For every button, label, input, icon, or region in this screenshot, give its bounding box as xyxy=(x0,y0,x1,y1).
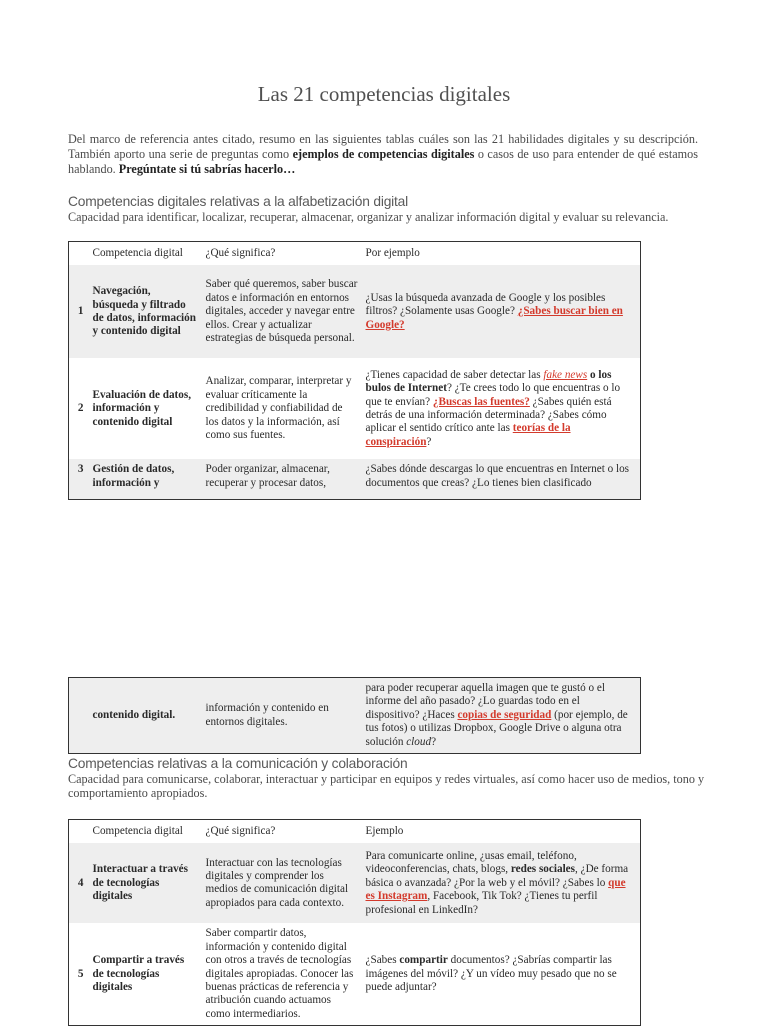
page-title: Las 21 competencias digitales xyxy=(257,82,511,106)
header-competencia: Competencia digital xyxy=(92,825,183,837)
header-ejemplo: Ejemplo xyxy=(365,825,404,837)
row-number: 1 xyxy=(77,305,84,318)
example-link[interactable]: teorías de la conspiración xyxy=(365,422,571,448)
section1-description: Capacidad para identificar, localizar, recuperar, almacenar, organizar y analizar información digital y evaluar su relevancia. xyxy=(68,210,669,224)
row-example xyxy=(362,265,641,358)
example-text: ¿Sabes quién está detrás de una información determinada? ¿Sabes cómo aplicar el sentido crítico ante las xyxy=(365,395,612,435)
row-competence: contenido digital. xyxy=(92,708,176,721)
intro-bold-2: Pregúntate si tú sabrías hacerlo… xyxy=(118,162,296,176)
intro-bold-1: ejemplos de competencias digitales xyxy=(292,147,475,161)
header-ejemplo: Por ejemplo xyxy=(365,247,420,259)
row-meaning: información y contenido en entornos digitales. xyxy=(205,702,329,728)
example-text: , ¿De forma básica o avanzada? ¿Por la web y el móvil? ¿Sabes lo xyxy=(365,863,629,889)
section1-heading: Competencias digitales relativas a la alfabetización digital xyxy=(68,194,409,209)
row-competence: Gestión de datos, información y xyxy=(92,463,175,489)
table-row xyxy=(69,358,641,459)
row-competence: Evaluación de datos, información y contenido digital xyxy=(92,388,192,428)
example-bold: redes sociales xyxy=(510,863,576,876)
row-competence: Interactuar a través de tecnologías digitales xyxy=(92,863,188,903)
example-link[interactable]: ¿Sabes buscar bien en Google? xyxy=(365,305,623,331)
example-text: Para comunicarte online, ¿usas email, teléfono, videoconferencias, chats, blogs, xyxy=(365,849,577,876)
row-example xyxy=(362,678,641,754)
table-header-row xyxy=(69,820,641,844)
example-text: ? xyxy=(431,735,437,748)
example-text: documentos? ¿Sabrías compartir las imágenes del móvil? ¿Y un vídeo muy pesado que no se puede adjuntar? xyxy=(365,954,617,994)
header-competencia: Competencia digital xyxy=(92,247,183,259)
table-row xyxy=(69,843,641,923)
example-text: para poder recuperar aquella imagen que te gustó o el informe del año pasado? ¿Lo guardas todo en el dispositivo? ¿Haces xyxy=(365,682,605,721)
example-text: ¿Sabes xyxy=(365,954,400,967)
row-meaning: Poder organizar, almacenar, recuperar y procesar datos, xyxy=(205,463,330,489)
row-example xyxy=(362,843,641,923)
row-example: ¿Sabes dónde descargas lo que encuentras en Internet o los documentos que creas? ¿Lo tienes bien clasificado xyxy=(365,463,630,489)
example-text: ? xyxy=(426,435,432,448)
row-meaning: Saber qué queremos, saber buscar datos e información en entornos digitales, acceder y navegar entre ellos. Crear y actualizar estrategias de búsqueda personal. xyxy=(205,278,358,345)
example-bold: compartir xyxy=(399,954,448,967)
row-competence: Navegación, búsqueda y filtrado de datos, información y contenido digital xyxy=(92,285,196,338)
example-text: ? ¿Te crees todo lo que encuentras o lo que te envían? xyxy=(365,382,621,408)
row-meaning: Analizar, comparar, interpretar y evaluar críticamente la credibilidad y confiabilidad de los datos y la información, así como sus fuentes. xyxy=(205,375,352,442)
example-link[interactable]: copias de seguridad xyxy=(457,708,552,721)
table-row xyxy=(69,459,641,499)
header-significa: ¿Qué significa? xyxy=(205,247,276,259)
table-literacy xyxy=(68,241,641,500)
row-meaning: Saber compartir datos, información y contenido digital con otros a través de tecnologías digitales apropiadas. Conocer las buenas prácticas de referencia y atribución cuando actuamos como intermediarios. xyxy=(205,927,354,1020)
example-italic: cloud xyxy=(406,735,432,748)
row-number: 4 xyxy=(77,876,84,889)
intro-text-1: Del marco de referencia antes citado, resumo en las siguientes tablas cuáles son las 21 habilidades digitales y su descripción. También aporto una serie de preguntas como xyxy=(68,132,698,161)
row-example xyxy=(362,358,641,459)
table-row xyxy=(69,265,641,358)
example-text: ¿Tienes capacidad de saber detectar las xyxy=(365,368,544,381)
table-row xyxy=(69,678,641,754)
row-number: 5 xyxy=(77,967,84,980)
example-text: , Facebook, Tik Tok? ¿Tienes tu perfil profesional en LinkedIn? xyxy=(365,890,598,916)
table-header-row xyxy=(69,242,641,266)
example-text: (por ejemplo, de tus fotos) o utilizas Dropbox, Google Drive o alguna otra solución xyxy=(365,708,628,748)
row-number: 3 xyxy=(77,463,84,476)
example-bold: o los bulos de Internet xyxy=(365,368,612,395)
intro-text-2: o casos de uso para entender de qué estamos hablando. xyxy=(68,147,698,176)
example-link[interactable]: que es Instagram xyxy=(365,876,626,903)
header-significa: ¿Qué significa? xyxy=(205,825,276,837)
row-competence: Compartir a través de tecnologías digitales xyxy=(92,954,185,994)
example-text: ¿Usas la búsqueda avanzada de Google y los posibles filtros? ¿Solamente usas Google? xyxy=(365,291,606,318)
table-literacy-continued xyxy=(68,677,641,754)
intro-paragraph xyxy=(68,132,698,177)
example-link[interactable]: ¿Buscas las fuentes? xyxy=(432,395,530,408)
table-row xyxy=(69,923,641,1025)
table-communication xyxy=(68,819,641,1026)
example-link[interactable]: fake news xyxy=(543,368,588,381)
row-meaning: Interactuar con las tecnologías digitales y comprender los medios de comunicación digital apropiados para cada contexto. xyxy=(205,856,349,909)
section2-heading: Competencias relativas a la comunicación y colaboración xyxy=(68,756,408,771)
row-number: 2 xyxy=(77,402,84,415)
row-example xyxy=(362,923,641,1025)
section2-description: Capacidad para comunicarse, colaborar, interactuar y participar en equipos y redes virtuales, así como hacer uso de medios, tono y comportamiento apropiados. xyxy=(68,772,705,800)
